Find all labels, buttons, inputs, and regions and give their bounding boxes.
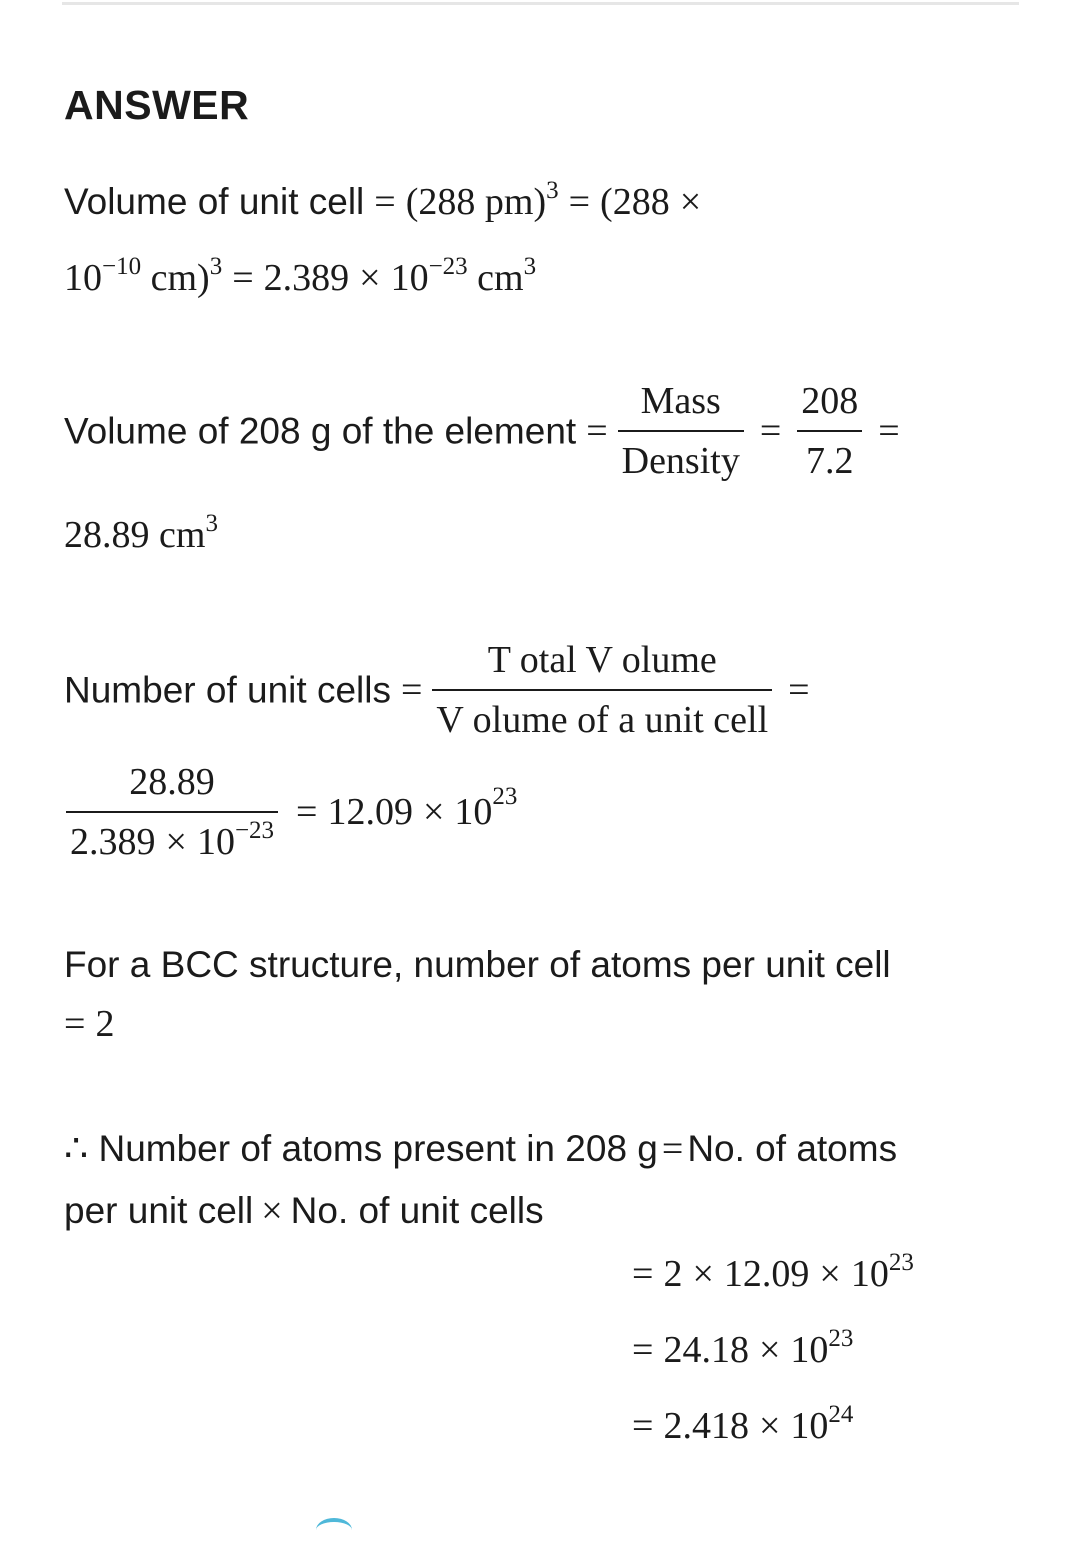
top-divider (62, 2, 1019, 5)
atoms-step3: = $2.418 \times 10^{24}$ (632, 1401, 854, 1447)
unit-cells-numeric-fraction: $\frac{28.89}{2.389 \times 10^{-23}}$ (66, 763, 278, 861)
total-volume-fraction: $\frac{\text{T otal V olume}}{\text{V olume of a unit cell}}$ (432, 641, 772, 739)
loading-spinner-icon (316, 1518, 352, 1542)
volume-element-result: 28.89 $cm^3$ (64, 510, 218, 556)
atoms-line2: per unit cell × No. of unit cells (64, 1190, 544, 1232)
unit-cells-label: Number of unit cells (64, 669, 391, 711)
volume-unit-cell-line2: $10^{-10}$ $cm)^3 = 2.389 \times 10^{-23}$ $cm^3$ (64, 253, 537, 299)
therefore-symbol: ∴ (64, 1128, 89, 1170)
volume-unit-cell-line1: Volume of unit cell = (288 pm)$^3$ = (288 × (64, 177, 702, 223)
bcc-value-line: = 2 (64, 1003, 115, 1045)
atoms-step2: = $24.18 \times 10^{23}$ (632, 1325, 854, 1371)
volume-element-line: Volume of 208 g of the element = $\frac{\text{Mass}}{\text{Density}}$ = $\frac{208}{7.2}$ = (64, 380, 900, 482)
atoms-step1: = $2 \times 12.09 \times 10^{23}$ (632, 1249, 914, 1295)
unit-cells-line2: $\frac{28.89}{2.389 \times 10^{-23}}$ = $12.09 \times 10^{23}$ (66, 763, 517, 861)
atoms-line1: ∴ Number of atoms present in 208 g = No. of atoms (64, 1128, 898, 1170)
208-over-7.2-fraction: $\frac{208}{7.2}$ (797, 382, 862, 480)
unit-cells-line1: Number of unit cells = $\frac{\text{T otal V olume}}{\text{V olume of a unit cell}}$ = (64, 639, 810, 741)
bcc-text: For a BCC structure, number of atoms per unit cell (64, 944, 891, 985)
volume-element-label: Volume of 208 g of the element (64, 410, 577, 452)
mass-density-fraction: $\frac{\text{Mass}}{\text{Density}}$ (618, 382, 744, 480)
volume-unit-cell-label: Volume of unit cell (64, 181, 365, 222)
answer-heading: ANSWER (64, 82, 250, 128)
